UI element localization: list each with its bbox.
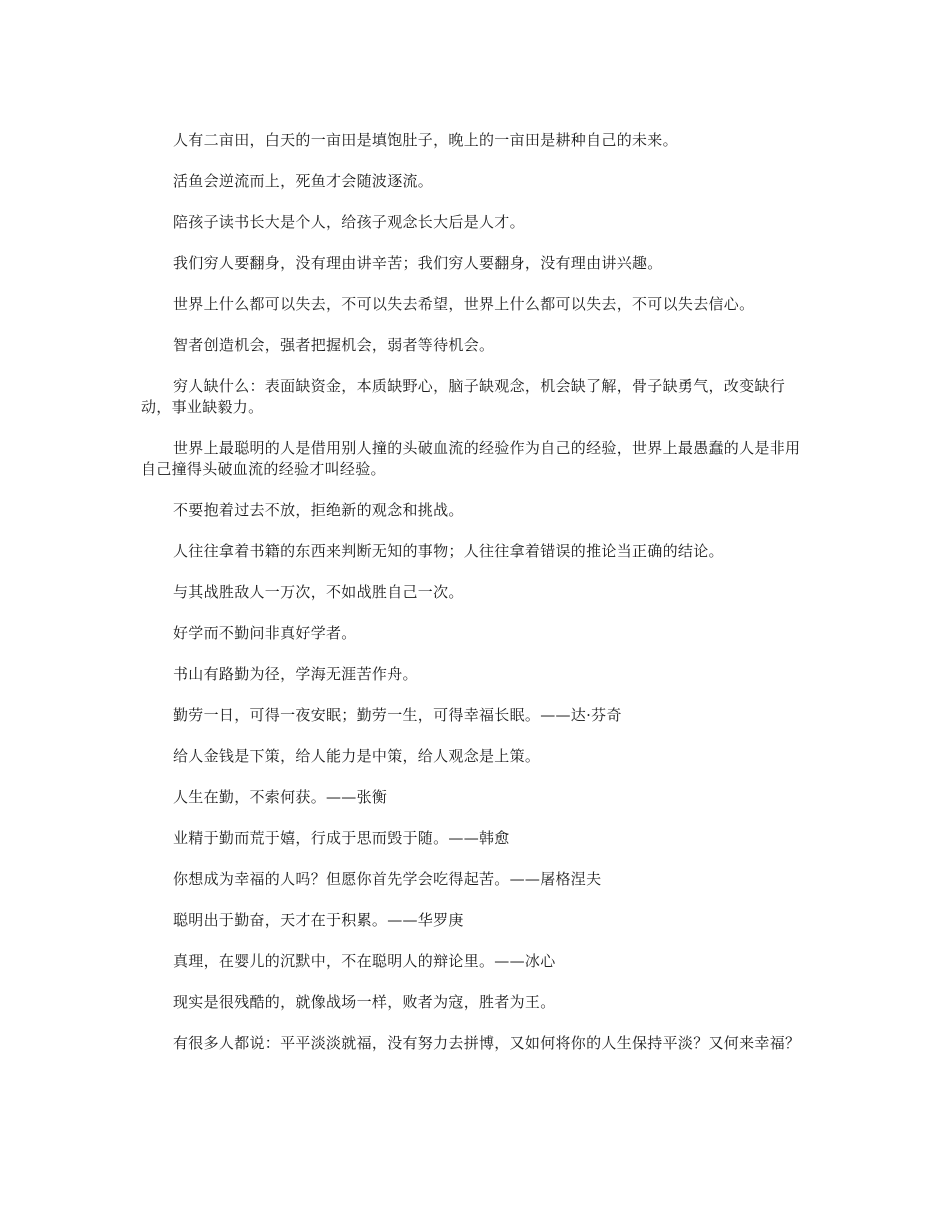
paragraph: 书山有路勤为径，学海无涯苦作舟。 (173, 665, 418, 683)
paragraph: 人有二亩田，白天的一亩田是填饱肚子，晚上的一亩田是耕种自己的未来。 (173, 131, 678, 149)
paragraph: 不要抱着过去不放，拒绝新的观念和挑战。 (173, 501, 464, 519)
paragraph: 给人金钱是下策，给人能力是中策，给人观念是上策。 (173, 747, 541, 765)
paragraph: 人生在勤，不索何获。——张衡 (173, 788, 388, 806)
paragraph: 有很多人都说：平平淡淡就福，没有努力去拼博，又如何将你的人生保持平淡？又何来幸福？ (173, 1034, 801, 1052)
paragraph: 好学而不勤问非真好学者。 (173, 624, 357, 642)
paragraph: 现实是很残酷的，就像战场一样，败者为寇，胜者为王。 (173, 993, 556, 1011)
paragraph: 人往往拿着书籍的东西来判断无知的事物；人往往拿着错误的推论当正确的结论。 (173, 542, 724, 560)
paragraph: 业精于勤而荒于嬉，行成于思而毁于随。——韩愈 (173, 829, 510, 847)
paragraph: 活鱼会逆流而上，死鱼才会随波逐流。 (173, 172, 434, 190)
paragraph: 智者创造机会，强者把握机会，弱者等待机会。 (173, 336, 495, 354)
paragraph: 世界上最聪明的人是借用别人撞的头破血流的经验作为自己的经验，世界上最愚蠢的人是非用自己撞得头破血流的经验才叫经验。 (141, 439, 801, 478)
paragraph: 我们穷人要翻身，没有理由讲辛苦；我们穷人要翻身，没有理由讲兴趣。 (173, 254, 663, 272)
paragraph: 穷人缺什么：表面缺资金，本质缺野心，脑子缺观念，机会缺了解，骨子缺勇气，改变缺行动，事业缺毅力。 (141, 377, 786, 416)
paragraph: 真理，在婴儿的沉默中，不在聪明人的辩论里。——冰心 (173, 952, 556, 970)
document-body (141, 130, 813, 1074)
paragraph: 你想成为幸福的人吗？但愿你首先学会吃得起苦。——屠格涅夫 (173, 870, 602, 888)
paragraph: 世界上什么都可以失去，不可以失去希望，世界上什么都可以失去，不可以失去信心。 (173, 295, 755, 313)
paragraph: 勤劳一日，可得一夜安眠；勤劳一生，可得幸福长眠。——达·芬奇 (173, 706, 622, 724)
paragraph: 陪孩子读书长大是个人，给孩子观念长大后是人才。 (173, 213, 525, 231)
paragraph: 聪明出于勤奋，天才在于积累。——华罗庚 (173, 911, 464, 929)
paragraph: 与其战胜敌人一万次，不如战胜自己一次。 (173, 583, 464, 601)
